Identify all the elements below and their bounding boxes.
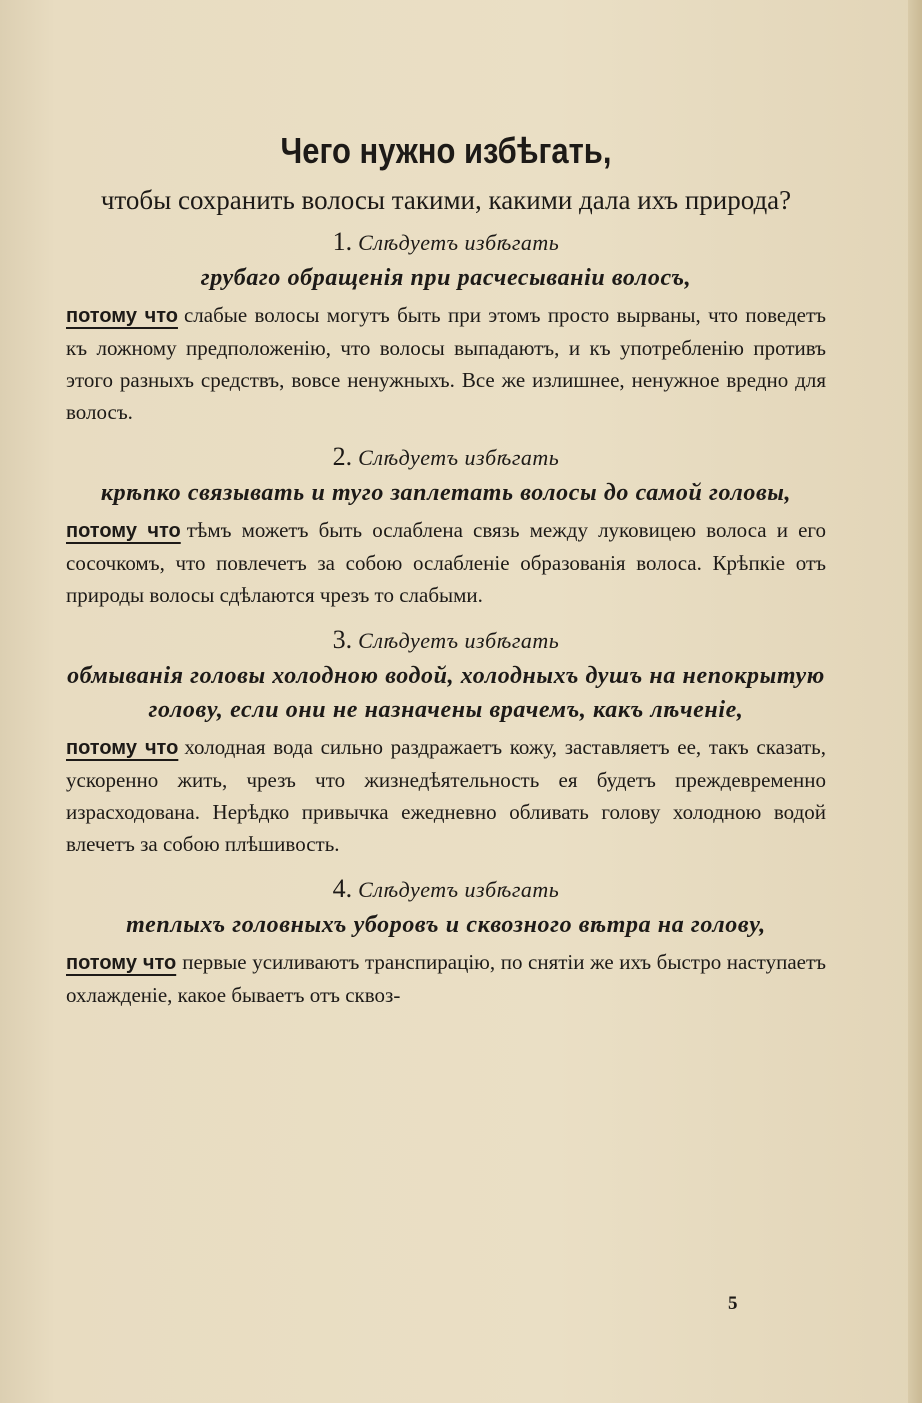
section-text: холодная вода сильно раздражаетъ кожу, заставляетъ ее, такъ сказать, ускоренно жить, чрезъ что жизнедѣятельность ея будетъ преждевременно израсходована. Нерѣдко привычка ежедневно обливать голову холодною водой влечетъ за собою плѣшивость. — [66, 735, 826, 856]
section-text: тѣмъ можетъ быть ослаблена связь между луковицею волоса и его сосочкомъ, что повлечетъ за собою ослабленіе образованія волоса. Крѣпкіе отъ природы волосы сдѣлаются чрезъ то слабыми. — [66, 518, 826, 607]
section-body — [66, 299, 826, 428]
page-edge — [908, 0, 922, 1403]
section-body — [66, 946, 826, 1011]
section-2 — [66, 442, 826, 611]
page-title: Чего нужно избѣгать, — [280, 130, 612, 171]
section-number: 4. — [332, 874, 353, 903]
section-header — [66, 625, 826, 655]
section-heading: обмыванія головы холодною водой, холодныхъ душъ на непокрытую голову, если они не назначены врачемъ, какъ лѣченіе, — [67, 663, 825, 723]
because-label: потому что — [66, 305, 178, 327]
page-number: 5 — [728, 1293, 738, 1314]
section-heading: теплыхъ головныхъ уборовъ и сквозного вѣтра на голову, — [126, 912, 766, 938]
section-body — [66, 514, 826, 611]
section-header — [66, 227, 826, 257]
section-text: первые усиливаютъ транспирацію, по снятіи же ихъ быстро наступаетъ охлажденіе, какое бываетъ отъ сквоз- — [66, 950, 826, 1007]
because-label: потому что — [66, 737, 179, 759]
page-subtitle: чтобы сохранить волосы такими, какими дала ихъ природа? — [100, 185, 792, 215]
because-label: потому что — [66, 520, 181, 542]
section-heading: грубаго обращенія при расчесываніи волосъ, — [200, 265, 692, 291]
section-lead: Слѣдуетъ избѣгать — [358, 628, 560, 653]
section-1 — [66, 227, 826, 428]
section-lead: Слѣдуетъ избѣгать — [358, 445, 560, 470]
section-text: слабые волосы могутъ быть при этомъ просто вырваны, что поведетъ къ ложному предположенію, что волосы выпадаютъ, и къ употребленію противъ этого разныхъ средствъ, вовсе ненужныхъ. Все же излишнее, ненужное вредно для волосъ. — [66, 303, 826, 424]
section-3 — [66, 625, 826, 860]
because-label: потому что — [66, 952, 177, 974]
section-number: 2. — [332, 442, 353, 471]
section-lead: Слѣдуетъ избѣгать — [358, 877, 560, 902]
section-heading: крѣпко связывать и туго заплетать волосы до самой головы, — [100, 480, 792, 506]
section-lead: Слѣдуетъ избѣгать — [358, 230, 560, 255]
section-body — [66, 731, 826, 860]
section-header — [66, 442, 826, 472]
section-4 — [66, 874, 826, 1011]
page-content — [66, 130, 826, 1011]
section-header — [66, 874, 826, 904]
section-number: 1. — [332, 227, 353, 256]
section-number: 3. — [332, 625, 353, 654]
